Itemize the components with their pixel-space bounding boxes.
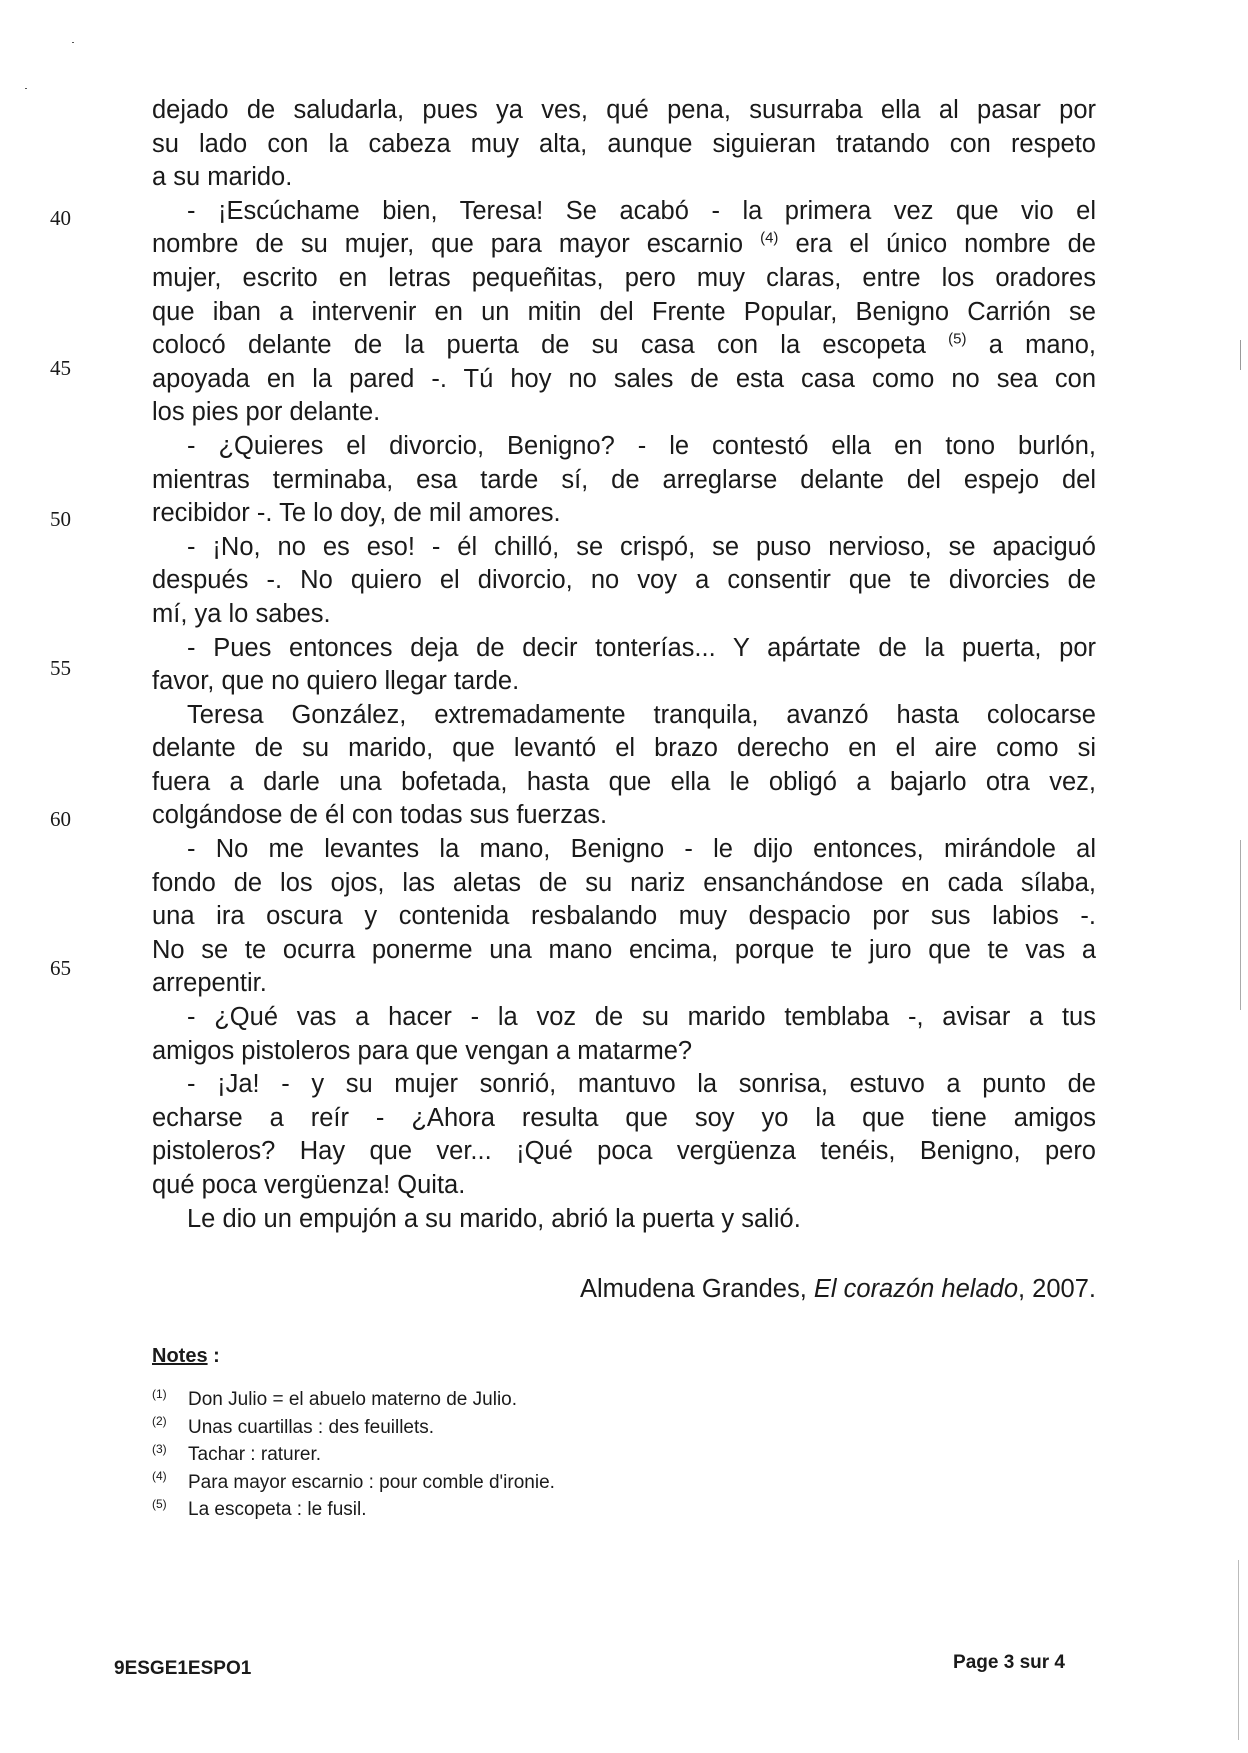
passage-line: echarse a reír - ¿Ahora resulta que soy yo la que tiene amigos [152,1103,1096,1132]
footer-page-number: Page 3 sur 4 [953,1652,1065,1673]
passage-line: - ¡Ja! - y su mujer sonrió, mantuvo la sonrisa, estuvo a punto de [187,1070,1096,1099]
scan-artifact [1238,1560,1239,1740]
passage-line: qué poca vergüenza! Quita. [152,1171,466,1199]
line-number-50: 50 [50,507,71,531]
passage-line: - No me levantes la mano, Benigno - le dijo entonces, mirándole al [187,835,1096,864]
passage-line-part: colocó delante de la puerta de su casa con la escopeta [152,331,949,360]
passage-line: recibidor -. Te lo doy, de mil amores. [152,499,561,528]
passage-line: delante de su marido, que levantó el brazo derecho en el aire como si [152,734,1096,763]
attribution-year: , 2007. [1018,1275,1096,1303]
attribution [580,1275,1096,1304]
passage-line-part: a mano, [988,331,1096,360]
passage-line: mientras terminaba, esa tarde sí, de arreglarse delante del espejo del [152,465,1096,494]
scan-artifact [72,42,74,43]
passage-line: a su marido. [152,163,293,192]
passage-line: que iban a intervenir en un mitin del Frente Popular, Benigno Carrión se [152,297,1096,326]
passage-line-part: nombre de su mujer, que para mayor escarnio [152,230,761,259]
line-number-45: 45 [50,356,71,380]
passage-line: colgándose de él con todas sus fuerzas. [152,801,608,830]
passage-line: fondo de los ojos, las aletas de su nariz ensanchándose en cada sílaba, [152,868,1096,897]
passage-line: pistoleros? Hay que ver... ¡Qué poca vergüenza tenéis, Benigno, pero [152,1137,1096,1166]
passage-line: los pies por delante. [152,398,381,427]
passage-line [152,228,1096,262]
passage-line: amigos pistoleros para que vengan a matarme? [152,1036,693,1065]
notes-heading [152,1345,555,1368]
passage-line [152,329,1096,363]
passage-line: mí, ya lo sabes. [152,599,331,628]
scan-artifact [1240,840,1241,1010]
footnote-ref-4: (4) [760,229,779,247]
passage-line: - ¿Quieres el divorcio, Benigno? - le contestó ella en tono burlón, [187,431,1096,460]
notes-heading-text: Notes [152,1345,208,1367]
notes-heading-colon: : [207,1345,220,1367]
note-item: (4) Para mayor escarnio : pour comble d'ironie. [152,1469,555,1493]
line-number-65: 65 [50,956,71,980]
passage-line: después -. No quiero el divorcio, no voy a consentir que te divorcies de [152,566,1096,595]
line-number-55: 55 [50,656,71,680]
note-item: (3) Tachar : raturer. [152,1441,322,1465]
passage-line: - Pues entonces deja de decir tonterías... Y apártate de la puerta, por [187,633,1096,662]
note-text: La escopeta : le fusil. [188,1499,367,1520]
passage-line: dejado de saludarla, pues ya ves, qué pena, susurraba ella al pasar por [152,96,1096,124]
passage-line: Le dio un empujón a su marido, abrió la puerta y salió. [187,1204,801,1233]
notes-section [152,1345,555,1524]
attribution-author: Almudena Grandes, [579,1275,814,1303]
passage-line: una ira oscura y contenida resbalando muy despacio por sus labios -. [152,902,1096,931]
note-text: Para mayor escarnio : pour comble d'ironie. [188,1471,555,1493]
literary-passage [152,94,1096,1236]
passage-line: - ¡No, no es eso! - él chilló, se crispó, se puso nervioso, se apaciguó [187,532,1096,561]
note-text: Don Julio = el abuelo materno de Julio. [188,1389,518,1410]
passage-line: fuera a darle una bofetada, hasta que ella le obligó a bajarlo otra vez, [152,767,1096,796]
passage-line: arrepentir. [152,969,267,998]
note-item: (5) La escopeta : le fusil. [152,1496,367,1520]
passage-line: - ¡Escúchame bien, Teresa! Se acabó - la primera vez que vio el [187,196,1096,225]
passage-line: favor, que no quiero llegar tarde. [152,667,520,696]
scan-artifact [1240,340,1241,370]
passage-line: mujer, escrito en letras pequeñitas, pero muy claras, entre los oradores [152,263,1096,292]
note-item: (1) Don Julio = el abuelo materno de Julio. [152,1386,518,1410]
passage-line: - ¿Qué vas a hacer - la voz de su marido temblaba -, avisar a tus [187,1003,1096,1032]
attribution-title: El corazón helado [813,1275,1019,1303]
passage-line: su lado con la cabeza muy alta, aunque siguieran tratando con respeto [152,129,1096,158]
line-number-60: 60 [50,807,71,831]
footnote-ref-5: (5) [948,330,967,348]
note-text: Tachar : raturer. [188,1444,322,1465]
line-number-40: 40 [50,206,71,230]
passage-line: apoyada en la pared -. Tú hoy no sales de esta casa como no sea con [152,364,1096,393]
passage-line: No se te ocurra ponerme una mano encima, porque te juro que te vas a [152,935,1096,964]
passage-line-part: era el único nombre de [795,230,1096,259]
note-text: Unas cuartillas : des feuillets. [188,1416,435,1438]
footer-exam-code: 9ESGE1ESPO1 [114,1658,252,1679]
scan-artifact [25,88,27,89]
passage-line: Teresa González, extremadamente tranquila, avanzó hasta colocarse [187,700,1096,729]
note-item: (2) Unas cuartillas : des feuillets. [152,1414,435,1438]
